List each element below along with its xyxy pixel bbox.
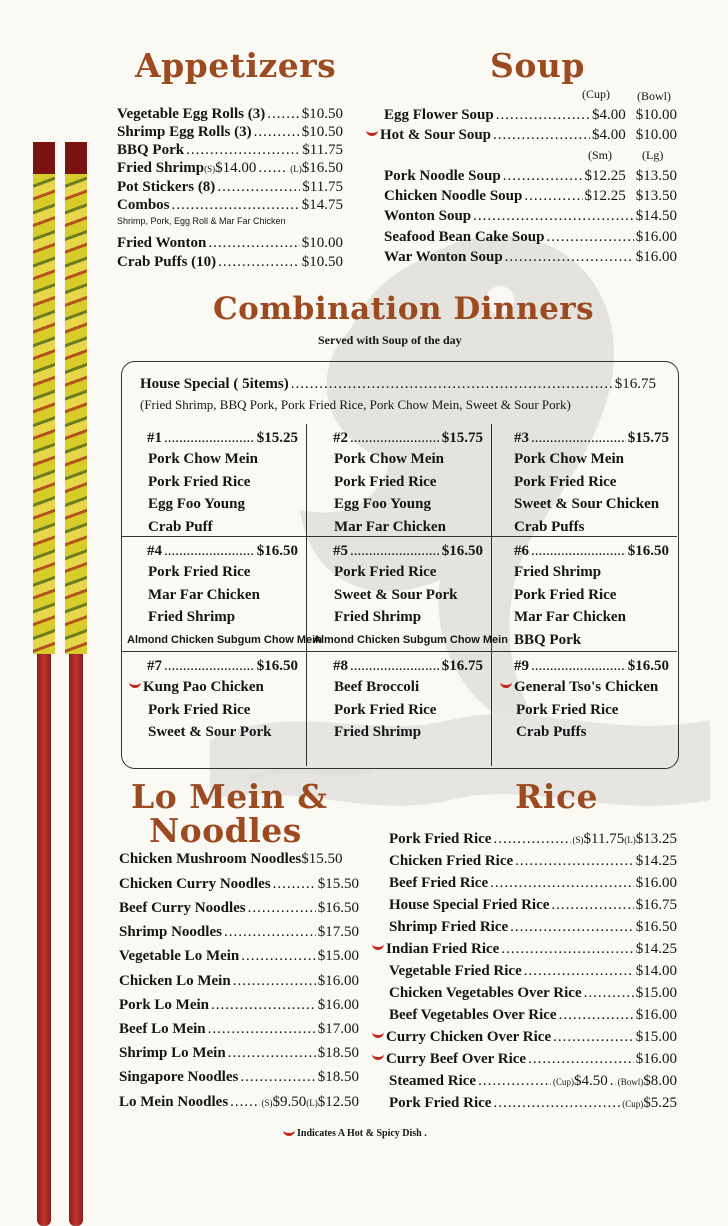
- rice-row: Pork Fried Rice ..... (S) $11.75 (L) $13.25: [389, 829, 677, 850]
- soup-row: Wonton Soup ..... $14.50: [384, 206, 677, 226]
- lomein-row: Singapore Noodles ..... $18.50: [119, 1067, 359, 1087]
- combo-cell: #4 ..... $16.50 Pork Fried Rice Mar Far Chicken Fried Shrimp Almond Chicken Subgum Chow Mein: [121, 537, 307, 652]
- appetizer-row: Vegetable Egg Rolls (3) ..... $10.50: [117, 104, 343, 124]
- hot-pepper-icon: [283, 1126, 295, 1136]
- combo-cell: #9 ..... $16.50 General Tso's Chicken Pork Fried Rice Crab Puffs: [492, 652, 677, 766]
- lomein-row: Chicken Lo Mein ..... $16.00: [119, 971, 359, 991]
- rice-row: Steamed Rice ..... (Cup) $4.50 ..... (Bowl) $8.00: [389, 1071, 677, 1092]
- lomein-row: Shrimp Lo Mein ..... $18.50: [119, 1043, 359, 1063]
- combo-note: Shrimp, Pork, Egg Roll & Mar Far Chicken: [117, 216, 286, 226]
- rice-row: Chicken Fried Rice ..... $14.25: [389, 851, 677, 871]
- combo-cell: #7 ..... $16.50 Kung Pao Chicken Pork Fried Rice Sweet & Sour Pork: [121, 652, 307, 766]
- soup-row: War Wonton Soup ..... $16.00: [384, 247, 677, 267]
- lomein-row: Chicken Curry Noodles ..... $15.50: [119, 874, 359, 894]
- lomein-row: Beef Lo Mein ..... $17.00: [119, 1019, 359, 1039]
- rice-row: Pork Fried Rice ..... (Cup) $5.25: [389, 1093, 677, 1114]
- appetizer-row: Shrimp Egg Rolls (3) ..... $10.50: [117, 122, 343, 142]
- rice-row: Curry Beef Over Rice ..... $16.00: [372, 1049, 677, 1069]
- combo-cell: #6 ..... $16.50 Fried Shrimp Pork Fried Rice Mar Far Chicken BBQ Pork: [492, 537, 677, 652]
- rice-row: Beef Fried Rice ..... $16.00: [389, 873, 677, 893]
- combination-heading: Combination Dinners: [213, 291, 595, 327]
- lomein-row: Beef Curry Noodles ..... $16.50: [119, 898, 359, 918]
- appetizer-row: BBQ Pork ..... $11.75: [117, 140, 343, 160]
- appetizer-row: Fried Wonton ..... $10.00: [117, 233, 343, 253]
- lomein-row: Lo Mein Noodles ..... (S) $9.50 (L) $12.50: [119, 1092, 359, 1113]
- hot-pepper-icon: [500, 678, 512, 688]
- combination-subtitle: Served with Soup of the day: [318, 333, 462, 347]
- combo-cell: #1 ..... $15.25 Pork Chow Mein Pork Fried Rice Egg Foo Young Crab Puff: [121, 424, 307, 537]
- soup-row: Seafood Bean Cake Soup ..... $16.00: [384, 227, 677, 247]
- appetizer-row: Crab Puffs (10) ..... $10.50: [117, 252, 343, 272]
- combo-cell: #5 ..... $16.50 Pork Fried Rice Sweet & Sour Pork Fried Shrimp Almond Chicken Subgum Chow Mein: [307, 537, 492, 652]
- appetizer-row: Fried Shrimp (S) $14.00 ..... (L) $16.50: [117, 158, 343, 179]
- appetizer-row: Combos ..... $14.75: [117, 195, 343, 215]
- cup-label: (Cup): [582, 87, 610, 101]
- noodles-heading: Noodles: [149, 811, 302, 850]
- soup-row: Hot & Sour Soup ..... $4.00 $10.00: [366, 125, 677, 145]
- lg-label: (Lg): [642, 148, 664, 162]
- rice-row: Chicken Vegetables Over Rice ..... $15.00: [389, 983, 677, 1003]
- combo-cell: #8 ..... $16.75 Beef Broccoli Pork Fried Rice Fried Shrimp: [307, 652, 492, 766]
- rice-row: Shrimp Fried Rice ..... $16.50: [389, 917, 677, 937]
- appetizer-row: Pot Stickers (8) ..... $11.75: [117, 177, 343, 197]
- soup-row: Egg Flower Soup ..... $4.00 $10.00: [384, 105, 677, 125]
- hot-pepper-icon: [366, 126, 378, 136]
- house-special-desc: (Fried Shrimp, BBQ Pork, Pork Fried Rice, Pork Chow Mein, Sweet & Sour Pork): [140, 397, 571, 412]
- sm-label: (Sm): [588, 148, 612, 162]
- soup-row: Chicken Noodle Soup ..... $12.25 $13.50: [384, 186, 677, 206]
- hot-pepper-icon: [372, 1028, 384, 1038]
- lomein-row: Shrimp Noodles ..... $17.50: [119, 922, 359, 942]
- hot-pepper-icon: [372, 940, 384, 950]
- lomein-heading: Lo Mein &: [131, 777, 328, 816]
- lomein-row: Vegetable Lo Mein ..... $15.00: [119, 946, 359, 966]
- chopstick-right: [65, 142, 87, 1226]
- rice-row: Indian Fried Rice ..... $14.25: [372, 939, 677, 959]
- combo-cell: #2 ..... $15.75 Pork Chow Mein Pork Fried Rice Egg Foo Young Mar Far Chicken: [307, 424, 492, 537]
- chopstick-left: [33, 142, 55, 1226]
- rice-heading: Rice: [515, 777, 599, 816]
- soup-row: Pork Noodle Soup ..... $12.25 $13.50: [384, 166, 677, 186]
- lomein-row: Chicken Mushroom Noodles $15.50: [119, 851, 343, 867]
- lomein-row: Pork Lo Mein ..... $16.00: [119, 995, 359, 1015]
- rice-row: Curry Chicken Over Rice ..... $15.00: [372, 1027, 677, 1047]
- bowl-label: (Bowl): [637, 89, 671, 103]
- hot-pepper-icon: [372, 1050, 384, 1060]
- rice-row: House Special Fried Rice ..... $16.75: [389, 895, 677, 915]
- rice-row: Vegetable Fried Rice ..... $14.00: [389, 961, 677, 981]
- combo-cell: #3 ..... $15.75 Pork Chow Mein Pork Fried Rice Sweet & Sour Chicken Crab Puffs: [492, 424, 677, 537]
- soup-heading: Soup: [490, 46, 585, 85]
- house-special-row: House Special ( 5items) ..... $16.75: [140, 374, 656, 394]
- combo-grid: [121, 424, 677, 766]
- spicy-legend: Indicates A Hot & Spicy Dish .: [283, 1128, 427, 1139]
- hot-pepper-icon: [129, 678, 141, 688]
- rice-row: Beef Vegetables Over Rice ..... $16.00: [389, 1005, 677, 1025]
- appetizers-heading: Appetizers: [135, 46, 337, 85]
